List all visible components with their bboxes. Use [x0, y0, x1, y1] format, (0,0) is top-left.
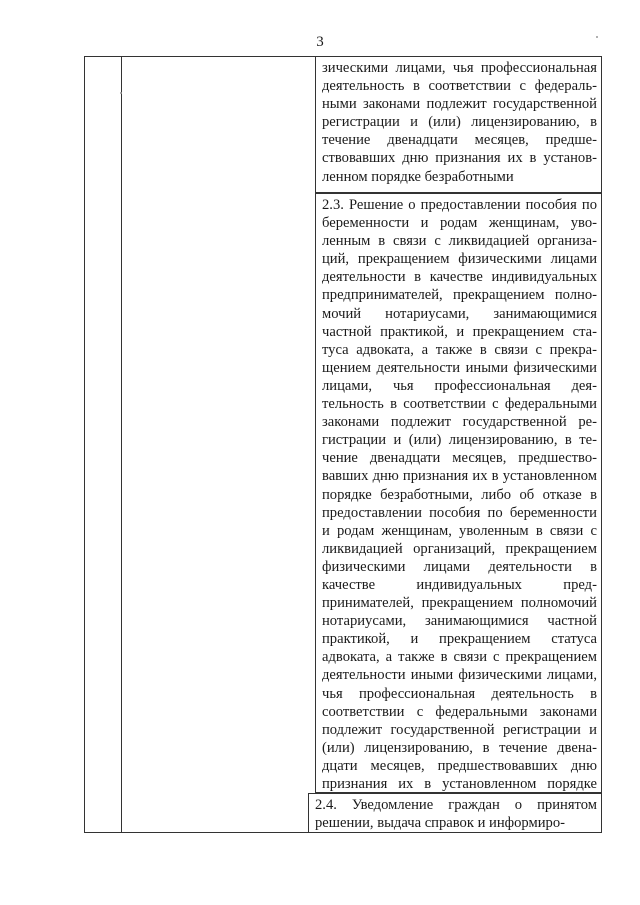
table-column-number [84, 56, 122, 833]
cell-text: 2.3. Решение о предоставлении пособия по беременности и родам женщинам, уволенным в связи с ликвидацией организаций, прекращением физическими лицами деятельности в качестве индивидуальных предпринимателей, прекращением полномочий нотариусами, занимающимися частной практикой, и прекращением статуса адвоката, а также в связи с прекращением деятельности иными физическими лицами, чья профессиональная деятельность в соответствии с федеральными законами подлежит государственной регистрации и (или) лицензированию, в течение двенадцати месяцев, предшествовавших дню признания их в установленном порядке безработными, либо об отказе в предоставлении пособия по беременности и родам женщинам, уволенным в связи с ликвидацией организаций, прекращением физическими лицами деятельности в качестве индивидуальных предпринимателей, прекращением полномочий нотариусами, занимающимися частной практикой, и прекращением статуса адвоката, а также в связи с прекращением деятельности иными физическими лицами, чья профессиональная деятельность в соответствии с федеральными законами подлежит государственной регистрации и (или) лицензированию, в течение двенадцати месяцев, предшествовавших дню признания их в установленном порядке [322, 197, 597, 792]
page-number: 3 [316, 34, 324, 50]
scan-speck [120, 92, 122, 94]
table-cell-item-2-4 [308, 793, 602, 833]
table-cell-continuation [315, 56, 602, 193]
scan-speck [596, 36, 598, 38]
cell-text: 2.4. Уведомление граждан о принятом решении, выдача справок и информиро- [315, 797, 597, 832]
table-cell-item-2-3 [315, 193, 602, 793]
cell-text: зическими лицами, чья профессиональная деятельность в соответствии с федеральными законами подлежит государственной регистрации и (или) лицензированию, в течение двенадцати месяцев, предшествовавших дню признания их в установленном порядке безработными [322, 60, 597, 185]
table-column-name [122, 56, 315, 833]
